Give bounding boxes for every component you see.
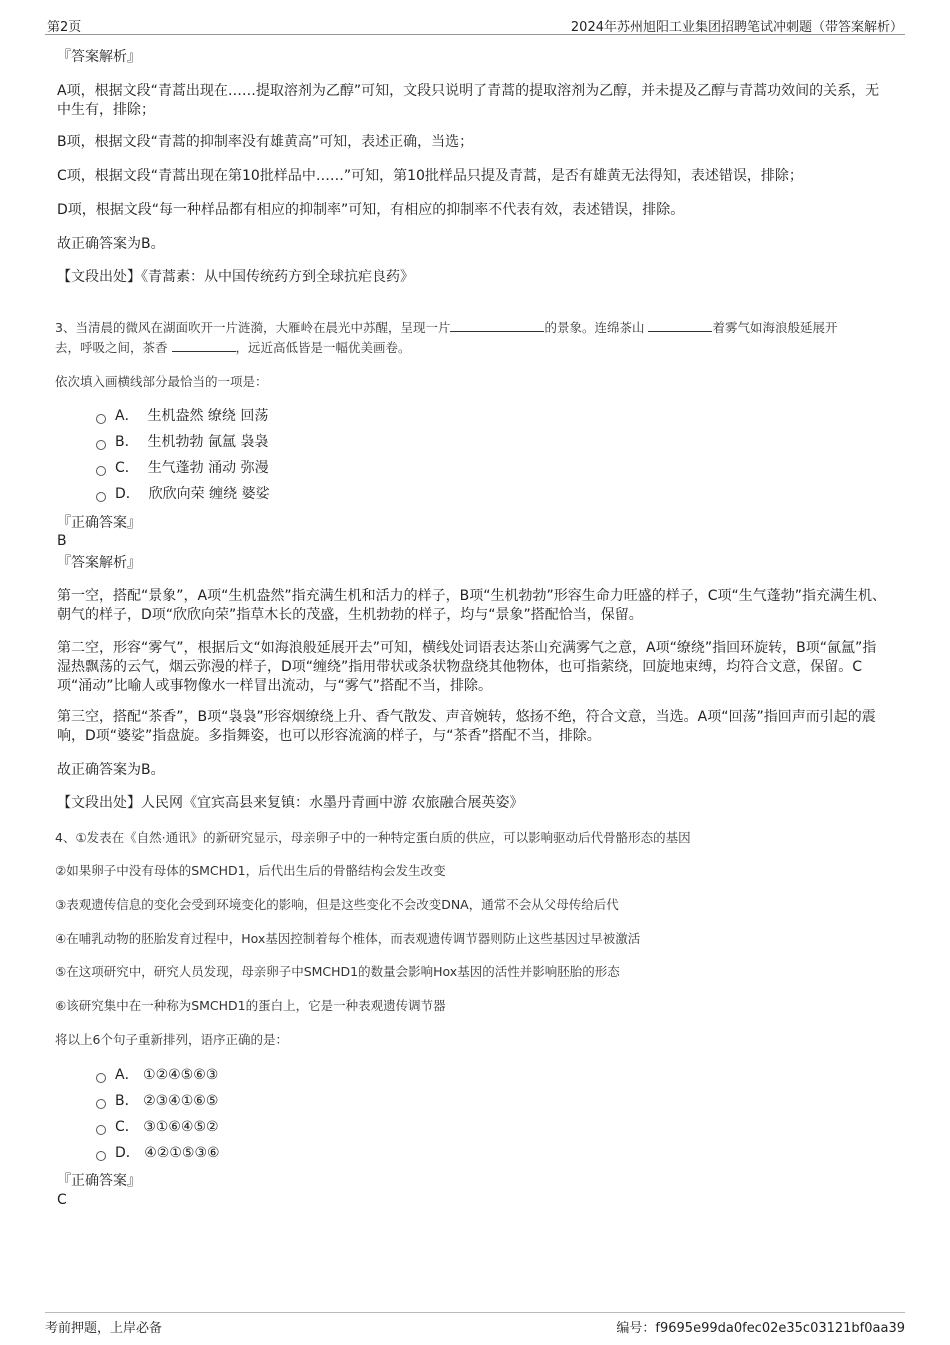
- q4-sentence-5: ⑤在这项研究中，研究人员发现，母亲卵子中SMCHD1的数量会影响Hox基因的活性并影响胚胎的形态: [55, 964, 620, 979]
- radio-icon[interactable]: [96, 1151, 106, 1161]
- question-3-prompt: 依次填入画横线部分最恰当的一项是：: [55, 374, 268, 389]
- analysis-option-d: D项，根据文段“每一种样品都有相应的抑制率”可知，有相应的抑制率不代表有效，表述错误，排除。: [57, 202, 685, 218]
- radio-icon[interactable]: [96, 414, 106, 424]
- radio-icon[interactable]: [96, 492, 106, 502]
- page-footer: [45, 1312, 905, 1335]
- q3-analysis-heading: 『答案解析』: [57, 555, 141, 571]
- document-title: 2024年苏州旭阳工业集团招聘笔试冲刺题（带答案解析）: [570, 20, 903, 35]
- document-id: 编号：f9695e99da0fec02e35c03121bf0aa39: [616, 1321, 905, 1336]
- analysis-option-b: B项，根据文段“青蒿的抑制率没有雄黄高”可知，表述正确，当选；: [57, 134, 474, 150]
- analysis-source: 【文段出处】《青蒿素：从中国传统药方到全球抗疟良药》: [57, 269, 414, 285]
- q3-source: 【文段出处】人民网《宜宾高县来复镇：水墨丹青画中游 农旅融合展英姿》: [57, 795, 524, 811]
- q3-option-d[interactable]: D． 欣欣向荣 缠绕 婆娑: [96, 484, 270, 504]
- q4-sentence-1: 4、①发表在《自然·通讯》的新研究显示，母亲卵子中的一种特定蛋白质的供应，可以影响驱动后代骨骼形态的基因: [55, 830, 691, 845]
- q4-prompt: 将以上6个句子重新排列，语序正确的是：: [55, 1032, 288, 1047]
- radio-icon[interactable]: [96, 466, 106, 476]
- q3-analysis-p3: 第三空，搭配“茶香”，B项“袅袅”形容烟缭绕上升、香气散发、声音婉转，悠扬不绝，符合文意，当选。A项“回荡”指回声而引起的震响，D项“婆娑”指盘旋。多指舞姿，也可以形容流滴的样子，与“茶香”搭配不当，排除。: [57, 709, 876, 744]
- blank-1: [450, 319, 544, 332]
- q3-option-c[interactable]: C． 生气蓬勃 涌动 弥漫: [96, 458, 269, 478]
- analysis-heading: 『答案解析』: [57, 49, 141, 65]
- q4-answer-heading: 『正确答案』: [57, 1173, 141, 1189]
- q4-sentence-6: ⑥该研究集中在一种称为SMCHD1的蛋白上，它是一种表观遗传调节器: [55, 998, 446, 1013]
- q4-option-d[interactable]: D． ④②①⑤③⑥: [96, 1143, 220, 1163]
- q3-option-b[interactable]: B． 生机勃勃 氤氲 袅袅: [96, 432, 268, 452]
- analysis-option-a: A项，根据文段“青蒿出现在……提取溶剂为乙醇”可知，文段只说明了青蒿的提取溶剂为乙醇，并未提及乙醇与青蒿功效间的关系，无中生有，排除；: [57, 83, 880, 118]
- question-3-stem: 3、当清晨的微风在湖面吹开一片涟漪，大雁岭在晨光中苏醒，呈现一片 的景象。连绵茶山 着雾气如海浪般延展开 去，呼吸之间，茶香 ，远近高低皆是一幅优美画卷。: [55, 320, 838, 355]
- q3-conclusion: 故正确答案为B。: [57, 762, 165, 778]
- q4-option-b[interactable]: B． ②③④①⑥⑤: [96, 1091, 218, 1111]
- radio-icon[interactable]: [96, 1099, 106, 1109]
- q3-answer: B: [57, 533, 67, 549]
- page-number: 第2页: [47, 20, 82, 35]
- blank-3: [172, 339, 236, 352]
- q4-option-a[interactable]: A． ①②④⑤⑥③: [96, 1065, 218, 1085]
- q4-option-c[interactable]: C． ③①⑥④⑤②: [96, 1117, 219, 1137]
- radio-icon[interactable]: [96, 440, 106, 450]
- q3-answer-heading: 『正确答案』: [57, 515, 141, 531]
- q4-sentence-3: ③表观遗传信息的变化会受到环境变化的影响，但是这些变化不会改变DNA，通常不会从父母传给后代: [55, 897, 619, 912]
- footer-slogan: 考前押题，上岸必备: [45, 1321, 163, 1336]
- analysis-option-c: C项，根据文段“青蒿出现在第10批样品中……”可知，第10批样品只提及青蒿，是否有雄黄无法得知，表述错误，排除；: [57, 168, 803, 184]
- radio-icon[interactable]: [96, 1073, 106, 1083]
- q4-sentence-4: ④在哺乳动物的胚胎发育过程中，Hox基因控制着每个椎体，而表观遗传调节器则防止这些基因过早被激活: [55, 931, 641, 946]
- q4-sentence-2: ②如果卵子中没有母体的SMCHD1，后代出生后的骨骼结构会发生改变: [55, 863, 446, 878]
- blank-2: [648, 319, 712, 332]
- q3-option-a[interactable]: A． 生机盎然 缭绕 回荡: [96, 406, 268, 426]
- page-header: [45, 14, 905, 35]
- analysis-conclusion: 故正确答案为B。: [57, 236, 165, 252]
- q3-analysis-p2: 第二空，形容“雾气”，根据后文“如海浪般延展开去”可知，横线处词语表达茶山充满雾气之意，A项“缭绕”指回环旋转，B项“氤氲”指湿热飘荡的云气，烟云弥漫的样子，D项“缠绕”指用带状或条状物盘绕其他物体，也可指萦绕，回旋地束缚，均符合文意，保留。C项“涌动”比喻人或事物像水一样冒出流动，与“雾气”搭配不当，排除。: [57, 640, 877, 694]
- q4-answer: C: [57, 1192, 67, 1208]
- radio-icon[interactable]: [96, 1125, 106, 1135]
- q3-analysis-p1: 第一空，搭配“景象”，A项“生机盎然”指充满生机和活力的样子，B项“生机勃勃”形容生命力旺盛的样子，C项“生气蓬勃”指充满生机、朝气的样子，D项“欣欣向荣”指草木长的茂盛，生机勃勃的样子，均与“景象”搭配恰当，保留。: [57, 588, 886, 623]
